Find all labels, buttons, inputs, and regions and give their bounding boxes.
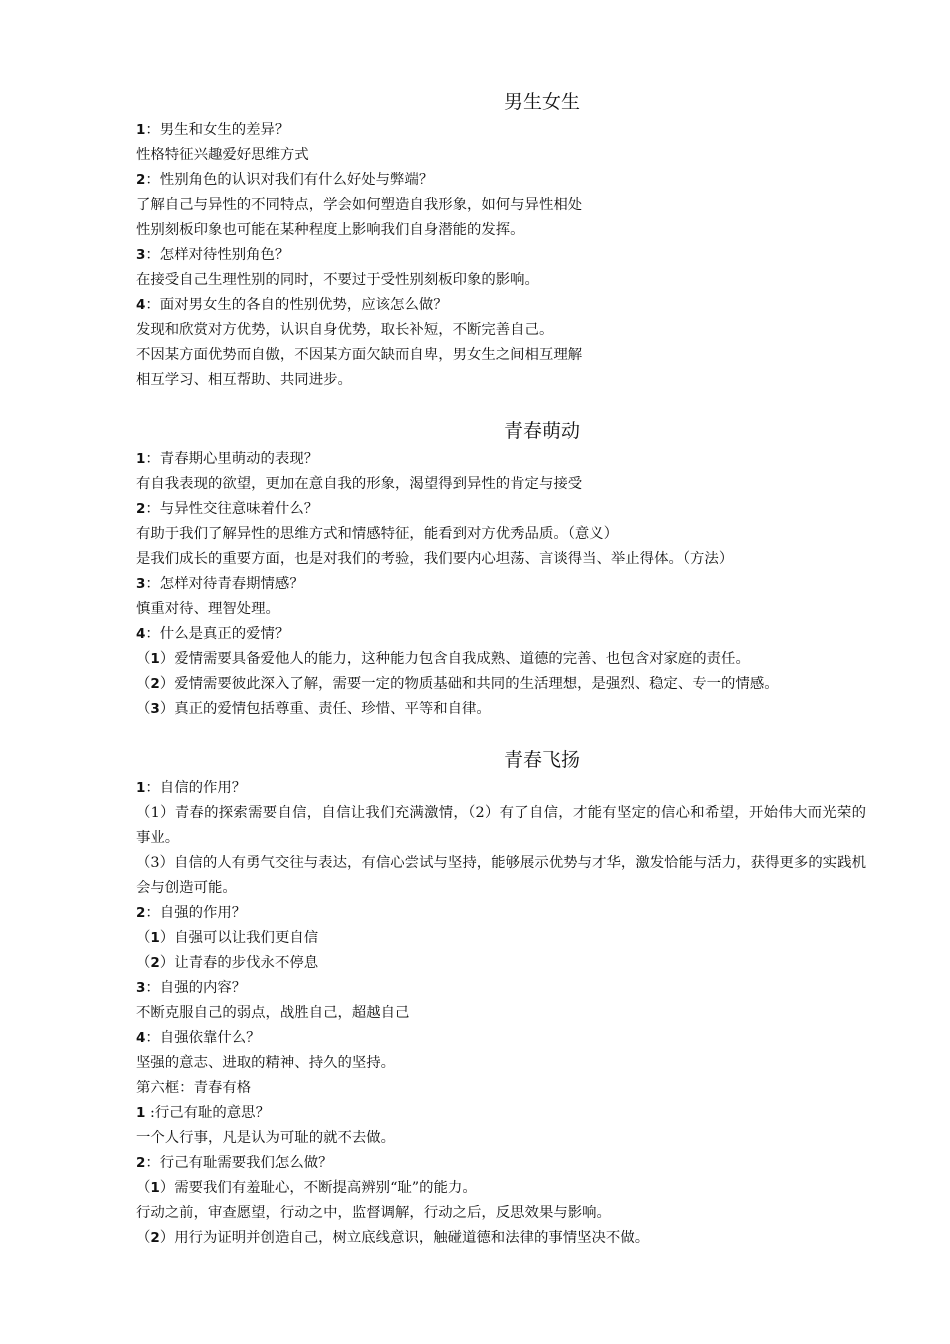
document-page bbox=[136, 88, 866, 1251]
question-text: :行己有耻的意思？ bbox=[145, 1105, 270, 1121]
section-spacer bbox=[136, 393, 866, 417]
question-text: ：行己有耻需要我们怎么做？ bbox=[145, 1155, 333, 1171]
point-line bbox=[136, 1176, 866, 1201]
point-text: ）爱情需要彼此深入了解，需要一定的物质基础和共同的生活理想，是强烈、稳定、专一的情感。 bbox=[159, 676, 779, 692]
point-open-paren: （ bbox=[136, 955, 151, 971]
question-number: 2 bbox=[136, 1155, 146, 1171]
question-number: 2 bbox=[136, 172, 146, 188]
point-number: 2 bbox=[150, 676, 160, 692]
question-line bbox=[136, 976, 866, 1001]
point-text: ）爱情需要具备爱他人的能力，这种能力包含自我成熟、道德的完善、也包含对家庭的责任。 bbox=[159, 651, 750, 667]
answer-line: 一个人行事，凡是认为可耻的就不去做。 bbox=[136, 1130, 396, 1146]
answer-line: 相互学习、相互帮助、共同进步。 bbox=[136, 372, 352, 388]
answer-line: 有助于我们了解异性的思维方式和情感特征，能看到对方优秀品质。（意义） bbox=[136, 526, 619, 542]
question-line bbox=[136, 1026, 866, 1051]
question-text: ：什么是真正的爱情？ bbox=[145, 626, 290, 642]
point-text: ）让青春的步伐永不停息 bbox=[159, 955, 319, 971]
point-number: 1 bbox=[150, 1180, 160, 1196]
point-number: 1 bbox=[150, 930, 160, 946]
answer-line: 慎重对待、理智处理。 bbox=[136, 601, 280, 617]
point-text: ）真正的爱情包括尊重、责任、珍惜、平等和自律。 bbox=[159, 701, 491, 717]
section-title: 男生女生 bbox=[503, 91, 580, 113]
question-number: 1 bbox=[136, 451, 146, 467]
question-number: 1 bbox=[136, 780, 146, 796]
point-open-paren: （ bbox=[136, 930, 151, 946]
point-line bbox=[136, 1226, 866, 1251]
point-open-paren: （ bbox=[136, 1230, 151, 1246]
point-number: 2 bbox=[150, 955, 160, 971]
point-open-paren: （ bbox=[136, 651, 151, 667]
point-number: 3 bbox=[150, 701, 160, 717]
question-line bbox=[136, 243, 866, 268]
point-number: 2 bbox=[150, 1230, 160, 1246]
question-number: 3 bbox=[136, 980, 146, 996]
section-title: 青春萌动 bbox=[503, 420, 580, 442]
answer-line: 行动之前，审查愿望，行动之中，监督调解，行动之后，反思效果与影响。 bbox=[136, 1205, 611, 1221]
answer-paragraph: （1）青春的探索需要自信，自信让我们充满激情，（2）有了自信，才能有坚定的信心和希望，开始伟大而光荣的事业。 bbox=[136, 805, 866, 846]
question-text: ：男生和女生的差异？ bbox=[145, 122, 290, 138]
question-number: 2 bbox=[136, 501, 146, 517]
question-text: ：自强的内容？ bbox=[145, 980, 247, 996]
question-number: 4 bbox=[136, 626, 146, 642]
answer-line: 坚强的意志、进取的精神、持久的坚持。 bbox=[136, 1055, 396, 1071]
question-line bbox=[136, 168, 866, 193]
question-number: 3 bbox=[136, 576, 146, 592]
answer-line: 不断克服自己的弱点，战胜自己，超越自己 bbox=[136, 1005, 410, 1021]
question-text: ：性别角色的认识对我们有什么好处与弊端？ bbox=[145, 172, 434, 188]
point-open-paren: （ bbox=[136, 676, 151, 692]
question-line bbox=[136, 622, 866, 647]
section-spacer bbox=[136, 722, 866, 746]
point-text: ）用行为证明并创造自己，树立底线意识，触碰道德和法律的事情坚决不做。 bbox=[159, 1230, 650, 1246]
question-line bbox=[136, 901, 866, 926]
answer-line: 性别刻板印象也可能在某种程度上影响我们自身潜能的发挥。 bbox=[136, 222, 525, 238]
question-line bbox=[136, 497, 866, 522]
section-title: 青春飞扬 bbox=[503, 749, 580, 771]
point-line bbox=[136, 697, 866, 722]
point-open-paren: （ bbox=[136, 701, 151, 717]
question-text: ：自信的作用？ bbox=[145, 780, 247, 796]
question-line bbox=[136, 118, 866, 143]
point-line bbox=[136, 951, 866, 976]
question-line bbox=[136, 1101, 866, 1126]
point-text: ）自强可以让我们更自信 bbox=[159, 930, 319, 946]
answer-line: 是我们成长的重要方面，也是对我们的考验，我们要内心坦荡、言谈得当、举止得体。（方法） bbox=[136, 551, 734, 567]
question-number: 4 bbox=[136, 1030, 146, 1046]
point-line bbox=[136, 672, 866, 697]
answer-paragraph: （3）自信的人有勇气交往与表达，有信心尝试与坚持，能够展示优势与才华，激发恰能与活力，获得更多的实践机会与创造可能。 bbox=[136, 855, 866, 896]
point-text: ）需要我们有羞耻心，不断提高辨别“耻”的能力。 bbox=[159, 1180, 477, 1196]
answer-line: 在接受自己生理性别的同时，不要过于受性别刻板印象的影响。 bbox=[136, 272, 539, 288]
question-text: ：怎样对待性别角色？ bbox=[145, 247, 290, 263]
question-text: ：自强的作用？ bbox=[145, 905, 247, 921]
answer-line: 第六框：青春有格 bbox=[136, 1080, 252, 1096]
point-line bbox=[136, 647, 866, 672]
point-open-paren: （ bbox=[136, 1180, 151, 1196]
question-number: 4 bbox=[136, 297, 146, 313]
point-line bbox=[136, 926, 866, 951]
answer-line: 发现和欣赏对方优势，认识自身优势，取长补短，不断完善自己。 bbox=[136, 322, 554, 338]
question-number: 3 bbox=[136, 247, 146, 263]
point-number: 1 bbox=[150, 651, 160, 667]
question-number: 1 bbox=[136, 1105, 146, 1121]
question-number: 2 bbox=[136, 905, 146, 921]
answer-line: 性格特征兴趣爱好思维方式 bbox=[136, 147, 309, 163]
question-text: ：自强依靠什么？ bbox=[145, 1030, 261, 1046]
answer-line: 了解自己与异性的不同特点，学会如何塑造自我形象，如何与异性相处 bbox=[136, 197, 583, 213]
question-line bbox=[136, 293, 866, 318]
question-text: ：面对男女生的各自的性别优势，应该怎么做？ bbox=[145, 297, 448, 313]
question-line bbox=[136, 447, 866, 472]
question-text: ：青春期心里萌动的表现？ bbox=[145, 451, 319, 467]
question-text: ：怎样对待青春期情感？ bbox=[145, 576, 304, 592]
question-line bbox=[136, 1151, 866, 1176]
question-text: ：与异性交往意味着什么？ bbox=[145, 501, 319, 517]
question-number: 1 bbox=[136, 122, 146, 138]
question-line bbox=[136, 776, 866, 801]
answer-line: 有自我表现的欲望，更加在意自我的形象，渴望得到异性的肯定与接受 bbox=[136, 476, 583, 492]
answer-line: 不因某方面优势而自傲，不因某方面欠缺而自卑，男女生之间相互理解 bbox=[136, 347, 583, 363]
question-line bbox=[136, 572, 866, 597]
